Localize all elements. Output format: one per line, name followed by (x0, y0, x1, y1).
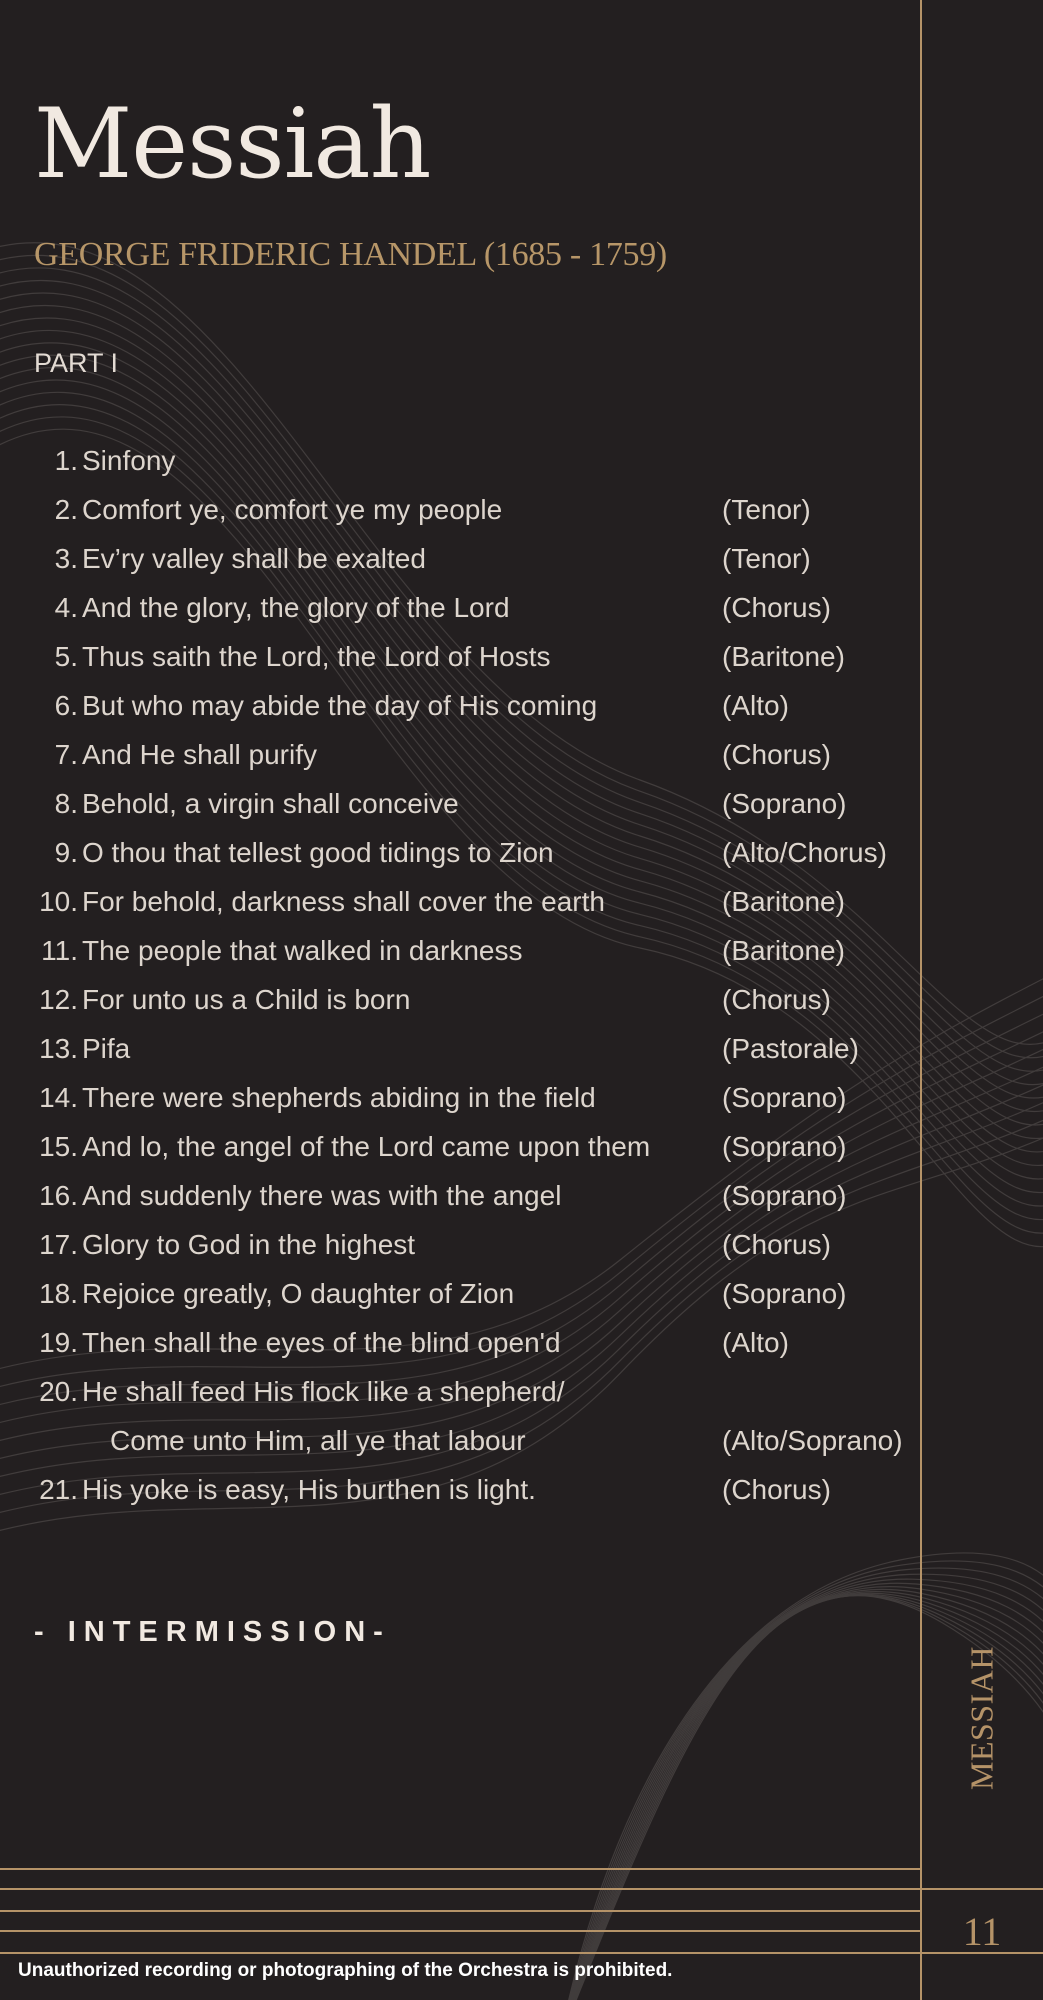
piece-voice: (Alto/Chorus) (722, 837, 887, 868)
footer-rule (0, 1910, 920, 1912)
running-head: MESSIAH (963, 1646, 1000, 1790)
piece-title: His yoke is easy, His burthen is light. (82, 1474, 536, 1505)
piece-title: O thou that tellest good tidings to Zion (82, 837, 554, 868)
piece-title: Behold, a virgin shall conceive (82, 788, 459, 819)
piece-title: There were shepherds abiding in the field (82, 1082, 596, 1113)
piece-number: 16. (39, 1180, 78, 1211)
piece-voice: (Soprano) (722, 788, 847, 819)
part-label: PART I (34, 348, 119, 378)
piece-voice: (Pastorale) (722, 1033, 859, 1064)
piece-title: The people that walked in darkness (82, 935, 523, 966)
page-number: 11 (962, 1909, 1002, 1954)
sidebar-divider (920, 0, 922, 2000)
list-item (0, 783, 920, 832)
list-item (0, 832, 920, 881)
piece-title: Then shall the eyes of the blind open'd (82, 1327, 561, 1358)
piece-voice: (Alto/Soprano) (722, 1425, 903, 1456)
piece-voice: (Baritone) (722, 886, 845, 917)
piece-number: 4. (54, 592, 78, 623)
list-item (0, 489, 920, 538)
piece-number: 19. (39, 1327, 78, 1358)
footer-rule (0, 1868, 920, 1870)
piece-number: 21. (39, 1474, 78, 1505)
piece-number: 15. (39, 1131, 78, 1162)
piece-voice: (Alto) (722, 690, 789, 721)
piece-title: But who may abide the day of His coming (82, 690, 598, 721)
piece-title: Glory to God in the highest (82, 1229, 416, 1260)
piece-number: 10. (39, 886, 78, 917)
piece-voice: (Soprano) (722, 1131, 847, 1162)
piece-voice: (Chorus) (722, 984, 831, 1015)
list-item (0, 881, 920, 930)
list-item (0, 930, 920, 979)
intermission-label: - INTERMISSION- (34, 1616, 391, 1648)
list-item (0, 538, 920, 587)
piece-number: 18. (39, 1278, 78, 1309)
piece-title: Sinfony (82, 445, 176, 476)
piece-voice: (Chorus) (722, 739, 831, 770)
piece-number: 6. (54, 690, 78, 721)
list-item (0, 1126, 920, 1175)
piece-number: 17. (39, 1229, 78, 1260)
list-item (0, 1322, 920, 1371)
piece-number: 8. (54, 788, 78, 819)
piece-voice: (Soprano) (722, 1278, 847, 1309)
piece-title: Pifa (82, 1033, 131, 1064)
piece-title: And suddenly there was with the angel (82, 1180, 562, 1211)
piece-title: Rejoice greatly, O daughter of Zion (82, 1278, 515, 1309)
piece-number: 14. (39, 1082, 78, 1113)
composer-heading: GEORGE FRIDERIC HANDEL (1685 - 1759) (34, 236, 667, 273)
recording-notice: Unauthorized recording or photographing of the Orchestra is prohibited. (18, 1960, 673, 1981)
list-item (0, 587, 920, 636)
footer-rule (0, 1930, 920, 1932)
piece-title: Ev’ry valley shall be exalted (82, 543, 426, 574)
piece-voice: (Baritone) (722, 935, 845, 966)
piece-title: And lo, the angel of the Lord came upon them (82, 1131, 651, 1162)
list-item (0, 979, 920, 1028)
piece-number: 1. (54, 445, 78, 476)
piece-title: Thus saith the Lord, the Lord of Hosts (82, 641, 551, 672)
footer-rule (0, 1888, 1043, 1890)
piece-title: For behold, darkness shall cover the earth (82, 886, 605, 917)
piece-voice: (Tenor) (722, 543, 811, 574)
piece-number: 13. (39, 1033, 78, 1064)
piece-voice: (Chorus) (722, 1229, 831, 1260)
program-title: Messiah (34, 88, 431, 200)
piece-number: 3. (54, 543, 78, 574)
list-item (0, 734, 920, 783)
piece-title: He shall feed His flock like a shepherd/ (82, 1376, 565, 1407)
piece-voice: (Alto) (722, 1327, 789, 1358)
piece-voice: (Chorus) (722, 1474, 831, 1505)
piece-number: 9. (54, 837, 78, 868)
piece-voice: (Soprano) (722, 1082, 847, 1113)
piece-title: And He shall purify (82, 739, 318, 770)
piece-voice: (Chorus) (722, 592, 831, 623)
piece-title: And the glory, the glory of the Lord (82, 592, 510, 623)
list-item (0, 1175, 920, 1224)
list-item (0, 1224, 920, 1273)
list-item (0, 1077, 920, 1126)
piece-number: 12. (39, 984, 78, 1015)
piece-number: 11. (41, 935, 78, 966)
list-item (0, 636, 920, 685)
piece-number: 5. (54, 641, 78, 672)
piece-number: 7. (54, 739, 78, 770)
piece-voice: (Baritone) (722, 641, 845, 672)
list-item (0, 1420, 920, 1469)
piece-list (0, 440, 920, 1518)
list-item (0, 1469, 920, 1518)
list-item (0, 1028, 920, 1077)
piece-title: Come unto Him, all ye that labour (110, 1425, 526, 1456)
piece-voice: (Soprano) (722, 1180, 847, 1211)
piece-title: For unto us a Child is born (82, 984, 411, 1015)
list-item (0, 1273, 920, 1322)
piece-number: 20. (39, 1376, 78, 1407)
list-item (0, 1371, 920, 1420)
piece-voice: (Tenor) (722, 494, 811, 525)
footer-rule (0, 1952, 1043, 1954)
piece-number: 2. (54, 494, 78, 525)
list-item (0, 440, 920, 489)
piece-title: Comfort ye, comfort ye my people (82, 494, 503, 525)
list-item (0, 685, 920, 734)
